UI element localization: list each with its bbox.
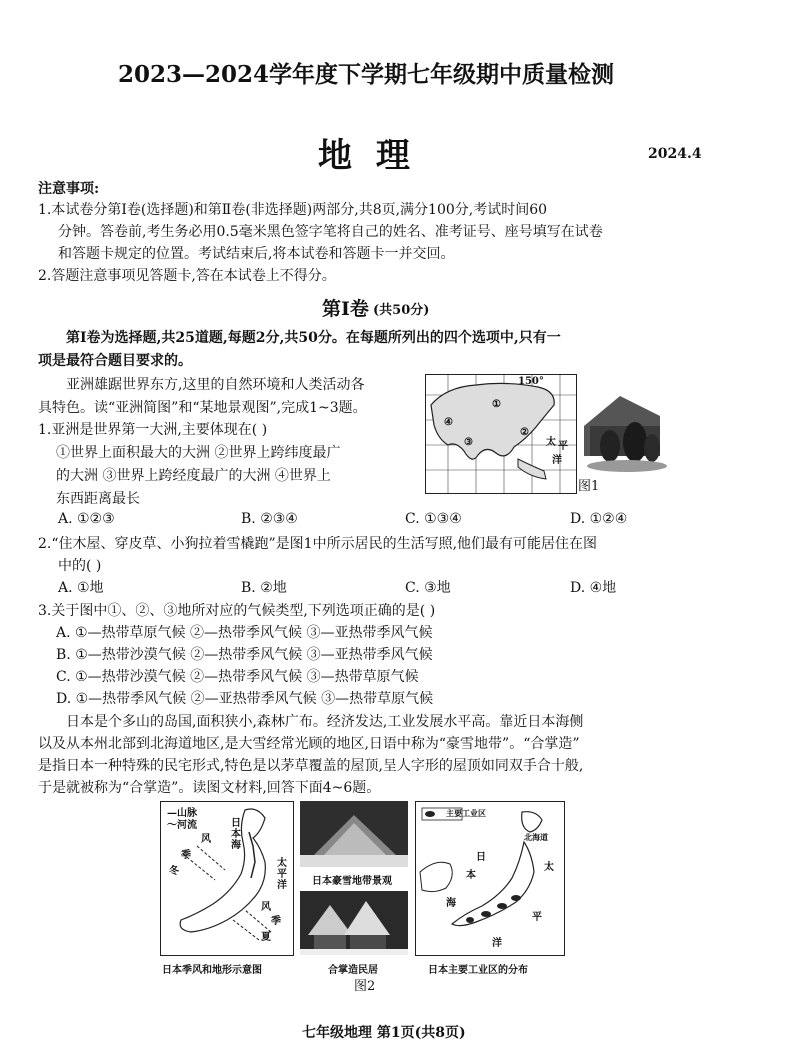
passage2-line3: 是指日本一种特殊的民宅形式,特色是以茅草覆盖的屋顶,呈人字形的屋顶如同双手合十般, <box>38 758 584 774</box>
snow-photo-caption: 日本豪雪地带景观 <box>312 876 392 887</box>
landscape-photo-graphic <box>580 386 674 474</box>
q3-option-c[interactable]: C. ①—热带沙漠气候 ②—热带季风气候 ③—热带草原气候 <box>56 669 419 685</box>
q3-option-d[interactable]: D. ①—热带季风气候 ②—亚热带季风气候 ③—热带草原气候 <box>56 691 434 707</box>
q3-stem: 3.关于图中①、②、③地所对应的气候类型,下列选项正确的是( ) <box>38 603 436 619</box>
notes-item1-line3: 和答题卡规定的位置。考试结束后,将本试卷和答题卡一并交回。 <box>58 246 455 262</box>
monsoon-label-6: 冬 <box>169 866 179 877</box>
monsoon-label-3: 海 <box>231 840 241 851</box>
monsoon-map-caption: 日本季风和地形示意图 <box>162 965 262 976</box>
asia-map-marker-3: ③ <box>464 437 473 448</box>
japan-industry-graphic <box>416 802 564 955</box>
japan-industry-map <box>415 801 565 956</box>
notes-item1-line2: 分钟。答卷前,考生务必用0.5毫米黑色签字笔将自己的姓名、准考证号、座号填写在试卷 <box>58 224 603 240</box>
q1-option-b[interactable]: B. ②③④ <box>241 511 298 527</box>
section-score: (共50分) <box>373 303 430 318</box>
industry-label-1: 日 <box>476 852 486 863</box>
q2-option-c[interactable]: C. ③地 <box>405 580 451 596</box>
gassho-house-photo <box>300 891 408 955</box>
q2-option-d[interactable]: D. ④地 <box>570 580 617 596</box>
monsoon-label-7: 太 <box>277 858 287 869</box>
section-intro-line2: 项是最符合题目要求的。 <box>38 353 192 369</box>
section-intro-line1: 第Ⅰ卷为选择题,共25道题,每题2分,共50分。在每题所列出的四个选项中,只有一 <box>66 330 561 346</box>
q1-stem: 1.亚洲是世界第一大洲,主要体现在( ) <box>38 422 268 438</box>
industry-label-6: 洋 <box>492 938 502 949</box>
asia-map-marker-1: ① <box>492 399 501 410</box>
monsoon-label-5: 季 <box>181 850 191 861</box>
industry-map-caption: 日本主要工业区的分布 <box>428 965 528 976</box>
notes-heading: 注意事项: <box>38 181 100 197</box>
asia-map-longitude: 150° <box>518 376 544 387</box>
gassho-photo-caption: 合掌造民居 <box>328 965 378 976</box>
snow-landscape-photo <box>300 801 408 867</box>
q1-line3: 的大洲 ③世界上跨经度最广的大洲 ④世界上 <box>56 468 331 484</box>
q1-option-c[interactable]: C. ①③④ <box>405 511 462 527</box>
landscape-photo <box>580 386 674 474</box>
industry-label-3: 海 <box>446 898 456 909</box>
asia-map-ocean-3: 洋 <box>552 455 562 466</box>
monsoon-label-11: 季 <box>271 916 281 927</box>
notes-item2: 2.答题注意事项见答题卡,答在本试卷上不得分。 <box>38 268 336 284</box>
passage2-line1: 日本是个多山的岛国,面积狭小,森林广布。经济发达,工业发展水平高。靠近日本海侧 <box>66 714 584 730</box>
industry-label-2: 本 <box>466 870 476 881</box>
asia-map-marker-4: ④ <box>444 417 453 428</box>
monsoon-legend-river: 〜河流 <box>167 820 197 831</box>
subject-title: 地 理 <box>318 136 416 176</box>
asia-map-ocean-1: 太 <box>546 437 556 448</box>
q3-option-a[interactable]: A. ①—热带草原气候 ②—热带季风气候 ③—亚热带季风气候 <box>56 625 433 641</box>
q1-option-d[interactable]: D. ①②④ <box>570 511 628 527</box>
notes-item1-line1: 1.本试卷分第Ⅰ卷(选择题)和第Ⅱ卷(非选择题)两部分,共8页,满分100分,考试时间60 <box>38 202 548 218</box>
monsoon-label-1: 日 <box>231 818 241 829</box>
q2-option-b[interactable]: B. ②地 <box>241 580 287 596</box>
q1-option-a[interactable]: A. ①②③ <box>58 511 115 527</box>
q2-stem: 2.“住木屋、穿皮草、小狗拉着雪橇跑”是图1中所示居民的生活写照,他们最有可能居住在图 <box>38 536 598 552</box>
section-title: 第Ⅰ卷 <box>322 298 369 320</box>
monsoon-legend-mountain: —山脉 <box>167 808 197 819</box>
monsoon-label-10: 风 <box>261 902 271 913</box>
monsoon-label-12: 夏 <box>261 932 271 943</box>
monsoon-label-4: 风 <box>201 834 211 845</box>
passage2-line4: 于是就被称为“合掌造”。读图文材料,回答下面4~6题。 <box>38 780 381 796</box>
monsoon-label-9: 洋 <box>277 880 287 891</box>
japan-monsoon-map <box>160 801 294 956</box>
passage1-line1: 亚洲雄踞世界东方,这里的自然环境和人类活动各 <box>66 377 365 393</box>
monsoon-label-8: 平 <box>277 869 287 880</box>
monsoon-label-2: 本 <box>231 829 241 840</box>
q3-option-b[interactable]: B. ①—热带沙漠气候 ②—热带季风气候 ③—亚热带季风气候 <box>56 647 433 663</box>
exam-title: 2023—2024学年度下学期七年级期中质量检测 <box>118 61 615 88</box>
exam-date: 2024.4 <box>648 146 702 162</box>
fig2-caption: 图2 <box>354 979 376 994</box>
industry-label-4: 太 <box>544 862 554 873</box>
asia-map-ocean-2: 平 <box>558 441 568 452</box>
gassho-photo-graphic <box>300 891 408 955</box>
asia-map <box>425 374 577 494</box>
passage2-line2: 以及从本州北部到北海道地区,是大雪经常光顾的地区,日语中称为“豪雪地带”。“合掌造” <box>38 736 580 752</box>
fig1-caption: 图1 <box>578 479 600 494</box>
industry-label-5: 平 <box>532 912 542 923</box>
snow-photo-graphic <box>300 801 408 867</box>
asia-map-marker-2: ② <box>520 427 529 438</box>
q2-option-a[interactable]: A. ①地 <box>58 580 104 596</box>
industry-legend: 主要工业区 <box>446 808 486 818</box>
industry-label-7: 北海道 <box>524 832 548 842</box>
q1-line2: ①世界上面积最大的大洲 ②世界上跨纬度最广 <box>56 445 341 461</box>
page-footer: 七年级地理 第1页(共8页) <box>302 1025 466 1041</box>
q1-line4: 东西距离最长 <box>56 491 140 507</box>
q2-line2: 中的( ) <box>58 558 102 574</box>
passage1-line2: 具特色。读“亚洲简图”和“某地景观图”,完成1~3题。 <box>38 400 367 416</box>
